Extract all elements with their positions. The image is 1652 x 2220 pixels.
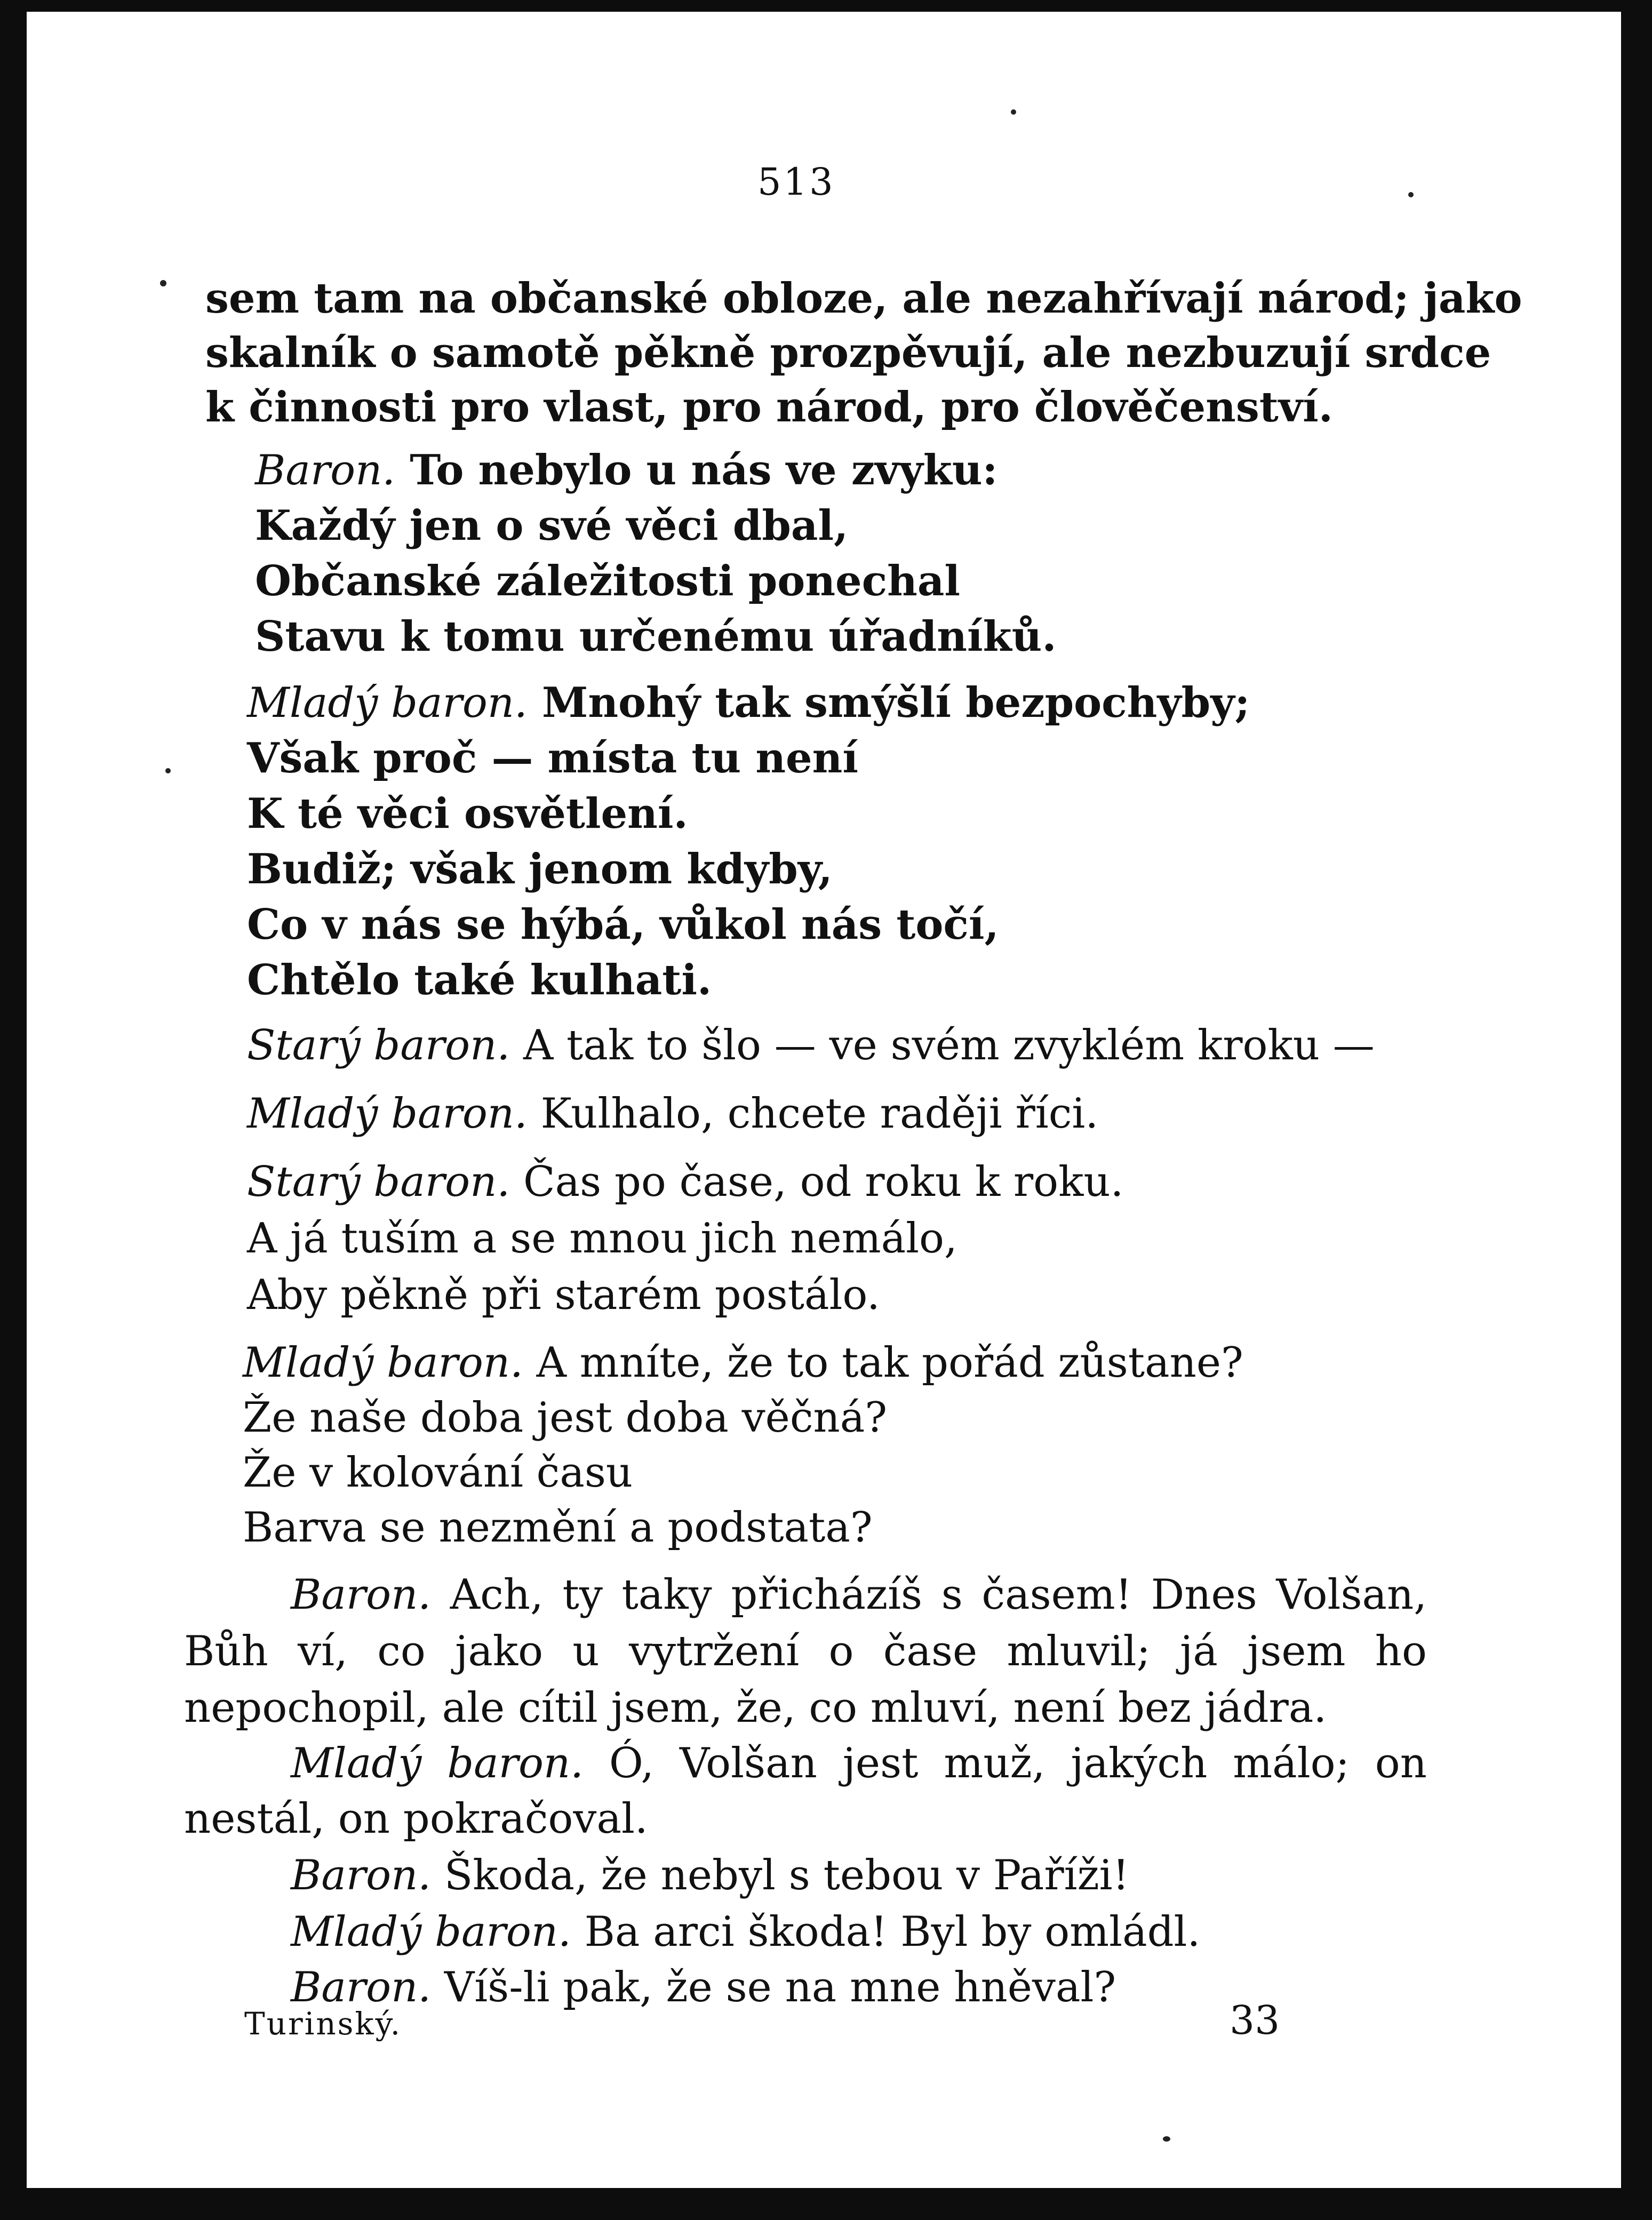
speaker-name: Mladý baron.	[247, 679, 528, 727]
verse-line: Co v nás se hýbá, vůkol nás točí,	[247, 900, 999, 949]
scan-speck	[160, 280, 166, 286]
dialogue-line: Mladý baron. Kulhalo, chcete raději říci.	[247, 1090, 1099, 1138]
scan-speck	[1163, 2136, 1170, 2142]
page-number: 513	[757, 160, 835, 204]
dialogue-line: Mladý baron. Mnohý tak smýšlí bezpochyby;	[247, 678, 1250, 727]
scan-speck	[1011, 109, 1016, 115]
text-line: Bůh ví, co jako u vytržení o čase mluvil; já jsem ho	[184, 1627, 1427, 1675]
speaker-name: Mladý baron.	[291, 1908, 571, 1956]
speaker-name: Mladý baron.	[247, 1090, 528, 1138]
verse-line: Každý jen o své věci dbal,	[255, 501, 849, 550]
verse-line: Barva se nezmění a podstata?	[243, 1504, 873, 1552]
scan-speck	[1408, 192, 1414, 197]
scan-border-left	[0, 0, 27, 2220]
speaker-name: Starý baron.	[247, 1158, 510, 1206]
verse-line: Budiž; však jenom kdyby,	[247, 845, 833, 893]
text-line: nestál, on pokračoval.	[184, 1795, 648, 1843]
verse-line: Však proč — místa tu není	[247, 734, 859, 782]
scan-speck	[165, 768, 171, 773]
dialogue-line: Baron. To nebylo u nás ve zvyku:	[255, 446, 998, 494]
dialogue-line: Starý baron. A tak to šlo — ve svém zvyklém kroku —	[247, 1021, 1375, 1069]
speaker-name: Mladý baron.	[243, 1339, 523, 1387]
verse-line: Aby pěkně při starém postálo.	[247, 1271, 880, 1319]
text-line: skalník o samotě pěkně prozpěvují, ale nezbuzují srdce	[205, 329, 1491, 377]
verse-line: Chtělo také kulhati.	[247, 956, 712, 1004]
verse-line: K té věci osvětlení.	[247, 789, 688, 838]
verse-line: Stavu k tomu určenému úřadníků.	[255, 612, 1057, 661]
scan-border-right	[1621, 0, 1652, 2220]
text-line: sem tam na občanské obloze, ale nezahřívají národ; jako	[205, 274, 1522, 323]
dialogue-line: Mladý baron. A mníte, že to tak pořád zůstane?	[243, 1339, 1243, 1387]
speaker-name: Starý baron.	[247, 1021, 510, 1069]
scan-border-bottom	[0, 2188, 1652, 2220]
dialogue-line: Baron. Víš-li pak, že se na mne hněval?	[291, 1963, 1116, 2011]
verse-line: Občanské záležitosti ponechal	[255, 557, 961, 605]
footer-signature-mark: 33	[1230, 1998, 1280, 2043]
speaker-name: Baron.	[291, 1571, 432, 1619]
speaker-name: Baron.	[255, 446, 396, 494]
verse-line: A já tuším a se mnou jich nemálo,	[247, 1215, 957, 1263]
dialogue-line: Mladý baron. Ba arci škoda! Byl by omládl.	[291, 1908, 1201, 1956]
dialogue-line: Baron. Škoda, že nebyl s tebou v Paříži!	[291, 1851, 1129, 1899]
dialogue-line: Baron. Ach, ty taky přicházíš s časem! Dnes Volšan,	[291, 1571, 1427, 1619]
text-line: nepochopil, ale cítil jsem, že, co mluví, není bez jádra.	[184, 1684, 1327, 1732]
speaker-name: Baron.	[291, 1851, 432, 1899]
speaker-name: Mladý baron.	[291, 1739, 584, 1787]
scan-border-top	[0, 0, 1652, 12]
text-line: k činnosti pro vlast, pro národ, pro člověčenství.	[205, 383, 1333, 432]
footer-author: Turinský.	[244, 2006, 402, 2042]
verse-line: Že naše doba jest doba věčná?	[243, 1394, 888, 1442]
dialogue-line: Starý baron. Čas po čase, od roku k roku.	[247, 1158, 1124, 1206]
dialogue-line: Mladý baron. Ó, Volšan jest muž, jakých málo; on	[291, 1739, 1427, 1787]
speaker-name: Baron.	[291, 1963, 432, 2011]
verse-line: Že v kolování času	[243, 1449, 633, 1497]
